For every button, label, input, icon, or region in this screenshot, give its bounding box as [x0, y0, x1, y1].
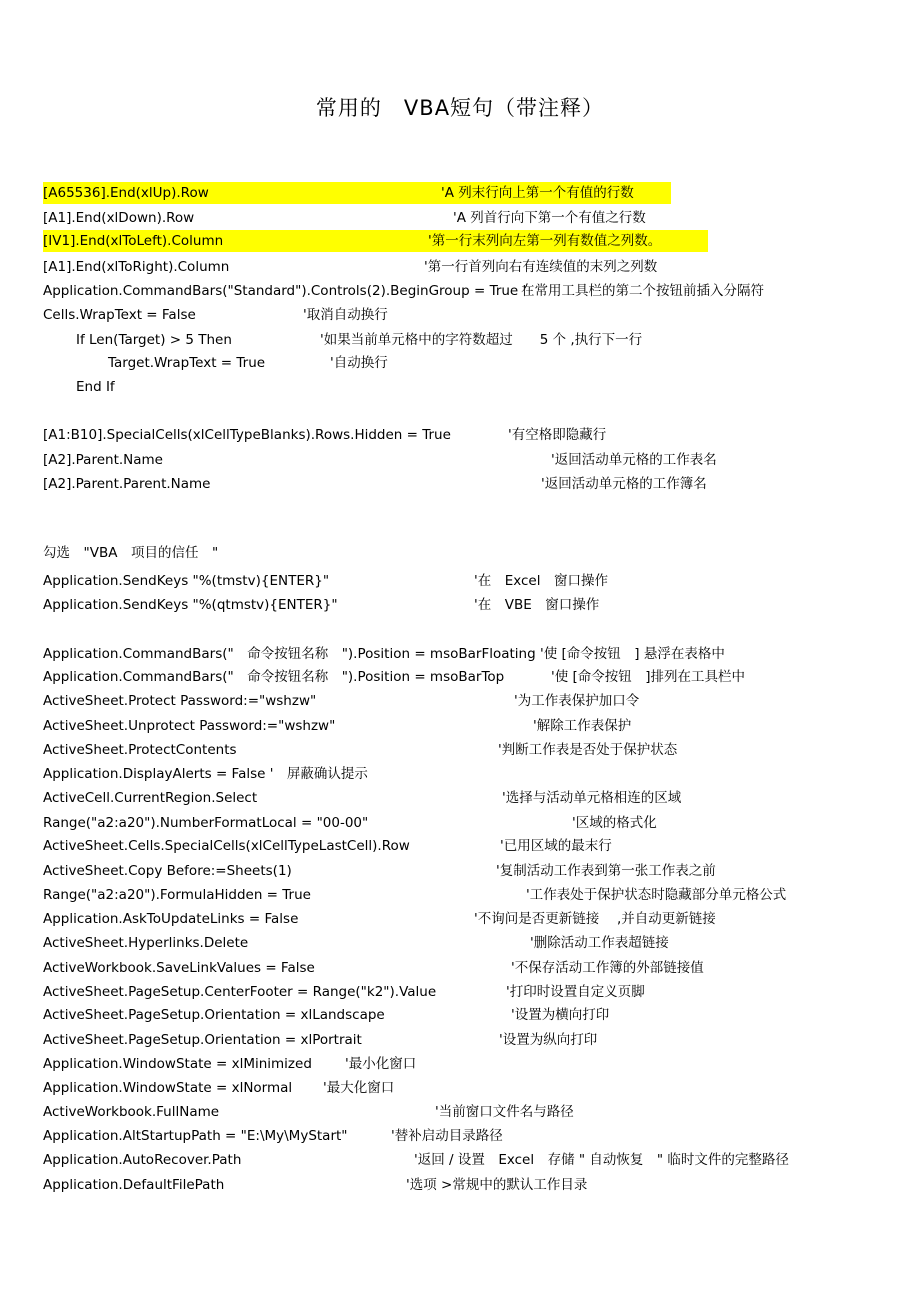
code-line: Application.CommandBars("Standard").Controls(2).BeginGroup = True '	[43, 283, 527, 299]
code-line: Target.WrapText = True	[108, 355, 266, 371]
code-comment: 在常用工具栏的第二个按钮前插入分隔符	[521, 283, 764, 299]
code-comment: '当前窗口文件名与路径	[435, 1104, 574, 1120]
code-comment: '使 [命令按钮 ] 悬浮在表格中	[540, 646, 725, 662]
code-comment: 'A 列末行向上第一个有值的行数	[441, 185, 634, 201]
code-comment: '第一行首列向右有连续值的末列之列数	[424, 259, 658, 275]
code-comment: '已用区域的最末行	[500, 838, 612, 854]
code-line: ActiveWorkbook.SaveLinkValues = False	[43, 960, 315, 976]
code-line: ActiveSheet.Hyperlinks.Delete	[43, 935, 249, 951]
code-line: ActiveSheet.Cells.SpecialCells(xlCellTypeLastCell).Row	[43, 838, 410, 854]
code-comment: '选择与活动单元格相连的区域	[502, 790, 682, 806]
code-comment: 'A 列首行向下第一个有值之行数	[453, 210, 646, 226]
code-comment: '返回 / 设置 Excel 存储 " 自动恢复 " 临时文件的完整路径	[414, 1152, 789, 1168]
code-line: End If	[76, 379, 115, 395]
code-comment: '设置为纵向打印	[499, 1032, 598, 1048]
code-comment: '在 VBE 窗口操作	[474, 597, 600, 613]
code-comment: '为工作表保护加口令	[514, 693, 640, 709]
code-comment: '不询问是否更新链接 ,并自动更新链接	[474, 911, 716, 927]
code-line: Application.AskToUpdateLinks = False	[43, 911, 299, 927]
code-line: [A1].End(xlDown).Row	[43, 210, 195, 226]
code-comment: '删除活动工作表超链接	[530, 935, 669, 951]
code-line: Range("a2:a20").NumberFormatLocal = "00-00"	[43, 815, 369, 831]
code-line: Application.CommandBars(" 命令按钮名称 ").Position = msoBarFloating	[43, 646, 536, 662]
page-title: 常用的 VBA短句（带注释）	[315, 96, 605, 120]
code-line: Range("a2:a20").FormulaHidden = True	[43, 887, 311, 903]
code-line: ActiveSheet.Copy Before:=Sheets(1)	[43, 863, 292, 879]
code-comment: '设置为横向打印	[511, 1007, 610, 1023]
code-line: ActiveSheet.PageSetup.Orientation = xlLandscape	[43, 1007, 385, 1023]
code-comment: '使 [命令按钮 ]排列在工具栏中	[551, 669, 746, 685]
code-line: ActiveSheet.PageSetup.Orientation = xlPortrait	[43, 1032, 362, 1048]
code-comment: '有空格即隐藏行	[508, 427, 607, 443]
code-line: [A1:B10].SpecialCells(xlCellTypeBlanks).Rows.Hidden = True	[43, 427, 451, 443]
code-comment: '不保存活动工作簿的外部链接值	[511, 960, 704, 976]
code-line: Application.AltStartupPath = "E:\My\MyStart"	[43, 1128, 348, 1144]
code-comment: '自动换行	[330, 355, 388, 371]
code-comment: '如果当前单元格中的字符数超过 5 个 ,执行下一行	[320, 332, 643, 348]
code-comment: '打印时设置自定义页脚	[506, 984, 645, 1000]
code-line: [A2].Parent.Parent.Name	[43, 476, 211, 492]
code-line: Application.WindowState = xlMinimized	[43, 1056, 312, 1072]
code-line: [A1].End(xlToRight).Column	[43, 259, 230, 275]
code-comment: '工作表处于保护状态时隐藏部分单元格公式	[526, 887, 787, 903]
code-line: ActiveCell.CurrentRegion.Select	[43, 790, 258, 806]
code-line: ActiveSheet.ProtectContents	[43, 742, 237, 758]
code-line: Application.DisplayAlerts = False ' 屏蔽确认提示	[43, 766, 368, 782]
code-line: If Len(Target) > 5 Then	[76, 332, 232, 348]
code-line: 勾选 "VBA 项目的信任 "	[43, 545, 219, 561]
code-comment: '返回活动单元格的工作表名	[551, 452, 717, 468]
code-comment: '第一行末列向左第一列有数值之列数。	[428, 233, 662, 249]
code-line: ActiveSheet.PageSetup.CenterFooter = Range("k2").Value	[43, 984, 437, 1000]
code-line: [A65536].End(xlUp).Row	[43, 185, 209, 201]
code-comment: '解除工作表保护	[533, 718, 632, 734]
code-line: Application.AutoRecover.Path	[43, 1152, 242, 1168]
code-line: ActiveSheet.Unprotect Password:="wshzw"	[43, 718, 336, 734]
code-line: ActiveWorkbook.FullName	[43, 1104, 220, 1120]
code-comment: '最小化窗口	[345, 1056, 417, 1072]
code-line: ActiveSheet.Protect Password:="wshzw"	[43, 693, 317, 709]
code-comment: '选项 >常规中的默认工作目录	[406, 1177, 588, 1193]
code-line: Application.WindowState = xlNormal	[43, 1080, 293, 1096]
code-comment: '判断工作表是否处于保护状态	[498, 742, 678, 758]
code-line: Application.DefaultFilePath	[43, 1177, 225, 1193]
code-line: Application.SendKeys "%(tmstv){ENTER}"	[43, 573, 330, 589]
code-comment: '复制活动工作表到第一张工作表之前	[496, 863, 716, 879]
code-comment: '最大化窗口	[323, 1080, 395, 1096]
code-comment: '在 Excel 窗口操作	[474, 573, 608, 589]
code-comment: '返回活动单元格的工作簿名	[541, 476, 707, 492]
code-line: Application.SendKeys "%(qtmstv){ENTER}"	[43, 597, 338, 613]
code-comment: '区域的格式化	[572, 815, 657, 831]
code-comment: '替补启动目录路径	[391, 1128, 503, 1144]
code-comment: '取消自动换行	[303, 307, 388, 323]
code-line: [IV1].End(xlToLeft).Column	[43, 233, 224, 249]
code-line: [A2].Parent.Name	[43, 452, 163, 468]
code-line: Application.CommandBars(" 命令按钮名称 ").Position = msoBarTop	[43, 669, 505, 685]
code-line: Cells.WrapText = False	[43, 307, 196, 323]
